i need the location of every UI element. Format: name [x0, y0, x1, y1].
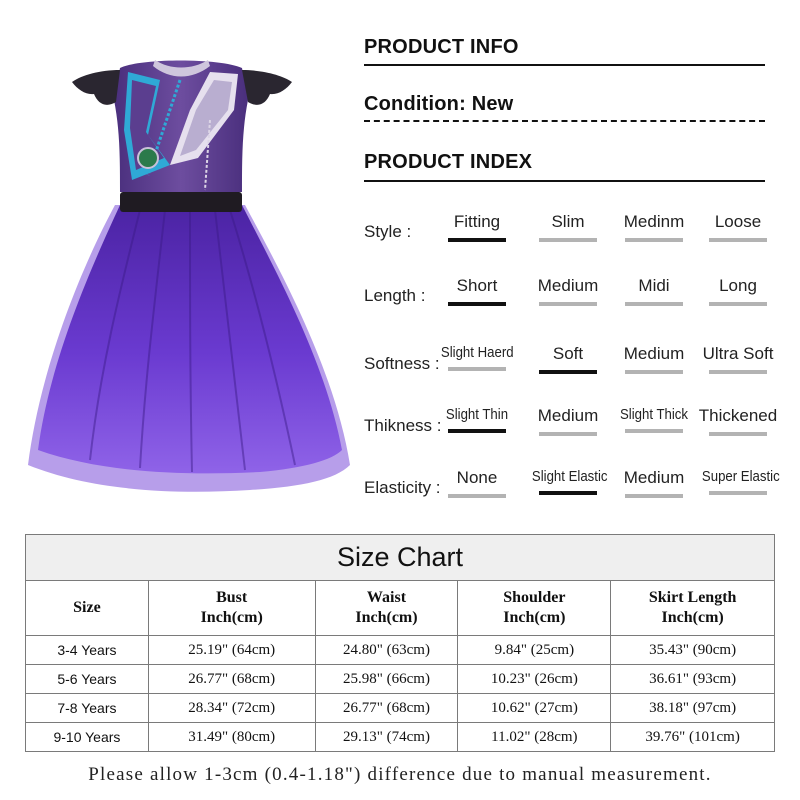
measurement-cell: 11.02" (28cm) — [458, 723, 611, 752]
indicator-bar — [625, 238, 683, 242]
selected-indicator-bar — [448, 429, 506, 433]
indicator-bar — [448, 367, 506, 371]
index-option-label: Soft — [552, 344, 584, 363]
indicator-bar — [625, 429, 683, 433]
indicator-bar — [539, 238, 597, 242]
product-index-heading: PRODUCT INDEX — [364, 151, 533, 173]
header-label: Size — [73, 599, 101, 616]
header-unit: Inch(cm) — [503, 609, 566, 626]
index-option-label: Slim — [551, 212, 585, 231]
measurement-cell: 10.23" (26cm) — [458, 665, 611, 694]
indicator-bar — [709, 302, 767, 306]
measurement-cell: 10.62" (27cm) — [458, 694, 611, 723]
header-label: Skirt Length — [648, 589, 737, 606]
index-row-label: Elasticity : — [364, 478, 441, 497]
indicator-bar — [625, 370, 683, 374]
index-option-label: Super Elastic — [701, 468, 780, 485]
index-option-label: Slight Elastic — [531, 468, 608, 485]
index-option — [436, 406, 518, 433]
size-cell: 7-8 Years — [26, 694, 149, 723]
index-option — [697, 406, 779, 436]
header-unit: Inch(cm) — [200, 609, 263, 626]
measurement-cell: 25.19" (64cm) — [148, 636, 315, 665]
size-chart-header — [458, 581, 611, 636]
index-option — [527, 468, 609, 495]
index-option — [697, 468, 779, 495]
index-option — [527, 344, 609, 374]
dashed-divider — [364, 120, 765, 122]
indicator-bar — [539, 302, 597, 306]
index-option-label: None — [456, 468, 498, 487]
selected-indicator-bar — [539, 370, 597, 374]
index-option — [436, 468, 518, 498]
size-chart-title: Size Chart — [26, 535, 775, 581]
index-row-label: Thikness : — [364, 416, 442, 435]
measurement-cell: 31.49" (80cm) — [148, 723, 315, 752]
measurement-cell: 35.43" (90cm) — [611, 636, 775, 665]
indicator-bar — [709, 238, 767, 242]
indicator-bar — [709, 491, 767, 495]
size-chart-header-row — [26, 581, 775, 636]
index-option — [613, 212, 695, 242]
index-option — [697, 276, 779, 306]
index-option — [436, 344, 518, 371]
index-option-label: Medium — [623, 468, 685, 487]
measurement-cell: 39.76" (101cm) — [611, 723, 775, 752]
index-option-label: Ultra Soft — [702, 344, 774, 363]
measurement-cell: 29.13" (74cm) — [315, 723, 458, 752]
table-row — [26, 665, 775, 694]
index-row-label: Style : — [364, 222, 412, 241]
index-option — [613, 276, 695, 306]
index-option-label: Medium — [537, 406, 599, 425]
measurement-note: Please allow 1-3cm (0.4-1.18") difference due to manual measurement. — [88, 764, 712, 785]
size-chart-header — [315, 581, 458, 636]
index-row-label: Softness : — [364, 354, 440, 373]
index-option-label: Medinm — [623, 212, 685, 231]
size-cell: 9-10 Years — [26, 723, 149, 752]
index-option — [527, 212, 609, 242]
selected-indicator-bar — [448, 302, 506, 306]
divider — [364, 64, 765, 66]
indicator-bar — [625, 494, 683, 498]
dress-product-image — [20, 40, 360, 500]
index-option — [436, 212, 518, 242]
size-chart-header — [148, 581, 315, 636]
index-row-label: Length : — [364, 286, 426, 305]
size-cell: 5-6 Years — [26, 665, 149, 694]
header-unit: Inch(cm) — [661, 609, 724, 626]
index-option-label: Midi — [638, 276, 670, 295]
index-option — [527, 406, 609, 436]
header-label: Shoulder — [503, 589, 566, 606]
index-option — [697, 344, 779, 374]
index-option — [436, 276, 518, 306]
table-row — [26, 636, 775, 665]
indicator-bar — [709, 432, 767, 436]
index-option-label: Slight Thin — [445, 406, 509, 423]
measurement-cell: 38.18" (97cm) — [611, 694, 775, 723]
index-option — [697, 212, 779, 242]
index-option-label: Medium — [623, 344, 685, 363]
product-info-heading: PRODUCT INFO — [364, 36, 519, 58]
measurement-cell: 9.84" (25cm) — [458, 636, 611, 665]
indicator-bar — [625, 302, 683, 306]
table-row — [26, 694, 775, 723]
selected-indicator-bar — [539, 491, 597, 495]
measurement-cell: 26.77" (68cm) — [148, 665, 315, 694]
index-option-label: Medium — [537, 276, 599, 295]
indicator-bar — [709, 370, 767, 374]
index-option-label: Slight Thick — [619, 406, 688, 423]
index-option-label: Long — [719, 276, 757, 295]
index-option — [527, 276, 609, 306]
measurement-cell: 25.98" (66cm) — [315, 665, 458, 694]
index-option — [613, 406, 695, 433]
table-row — [26, 723, 775, 752]
measurement-cell: 28.34" (72cm) — [148, 694, 315, 723]
index-option — [613, 468, 695, 498]
index-option-label: Short — [456, 276, 498, 295]
divider — [364, 180, 765, 182]
size-chart-table — [25, 534, 775, 752]
index-option-label: Slight Haerd — [440, 344, 514, 361]
indicator-bar — [539, 432, 597, 436]
index-option-label: Fitting — [453, 212, 501, 231]
header-unit: Inch(cm) — [355, 609, 418, 626]
index-option-label: Thickened — [698, 406, 778, 425]
measurement-cell: 36.61" (93cm) — [611, 665, 775, 694]
index-option-label: Loose — [714, 212, 762, 231]
condition-text: Condition: New — [364, 93, 514, 115]
measurement-cell: 26.77" (68cm) — [315, 694, 458, 723]
size-chart-header — [26, 581, 149, 636]
header-label: Bust — [216, 589, 248, 606]
size-cell: 3-4 Years — [26, 636, 149, 665]
selected-indicator-bar — [448, 238, 506, 242]
measurement-cell: 24.80" (63cm) — [315, 636, 458, 665]
header-label: Waist — [366, 589, 407, 606]
indicator-bar — [448, 494, 506, 498]
size-chart-header — [611, 581, 775, 636]
index-option — [613, 344, 695, 374]
